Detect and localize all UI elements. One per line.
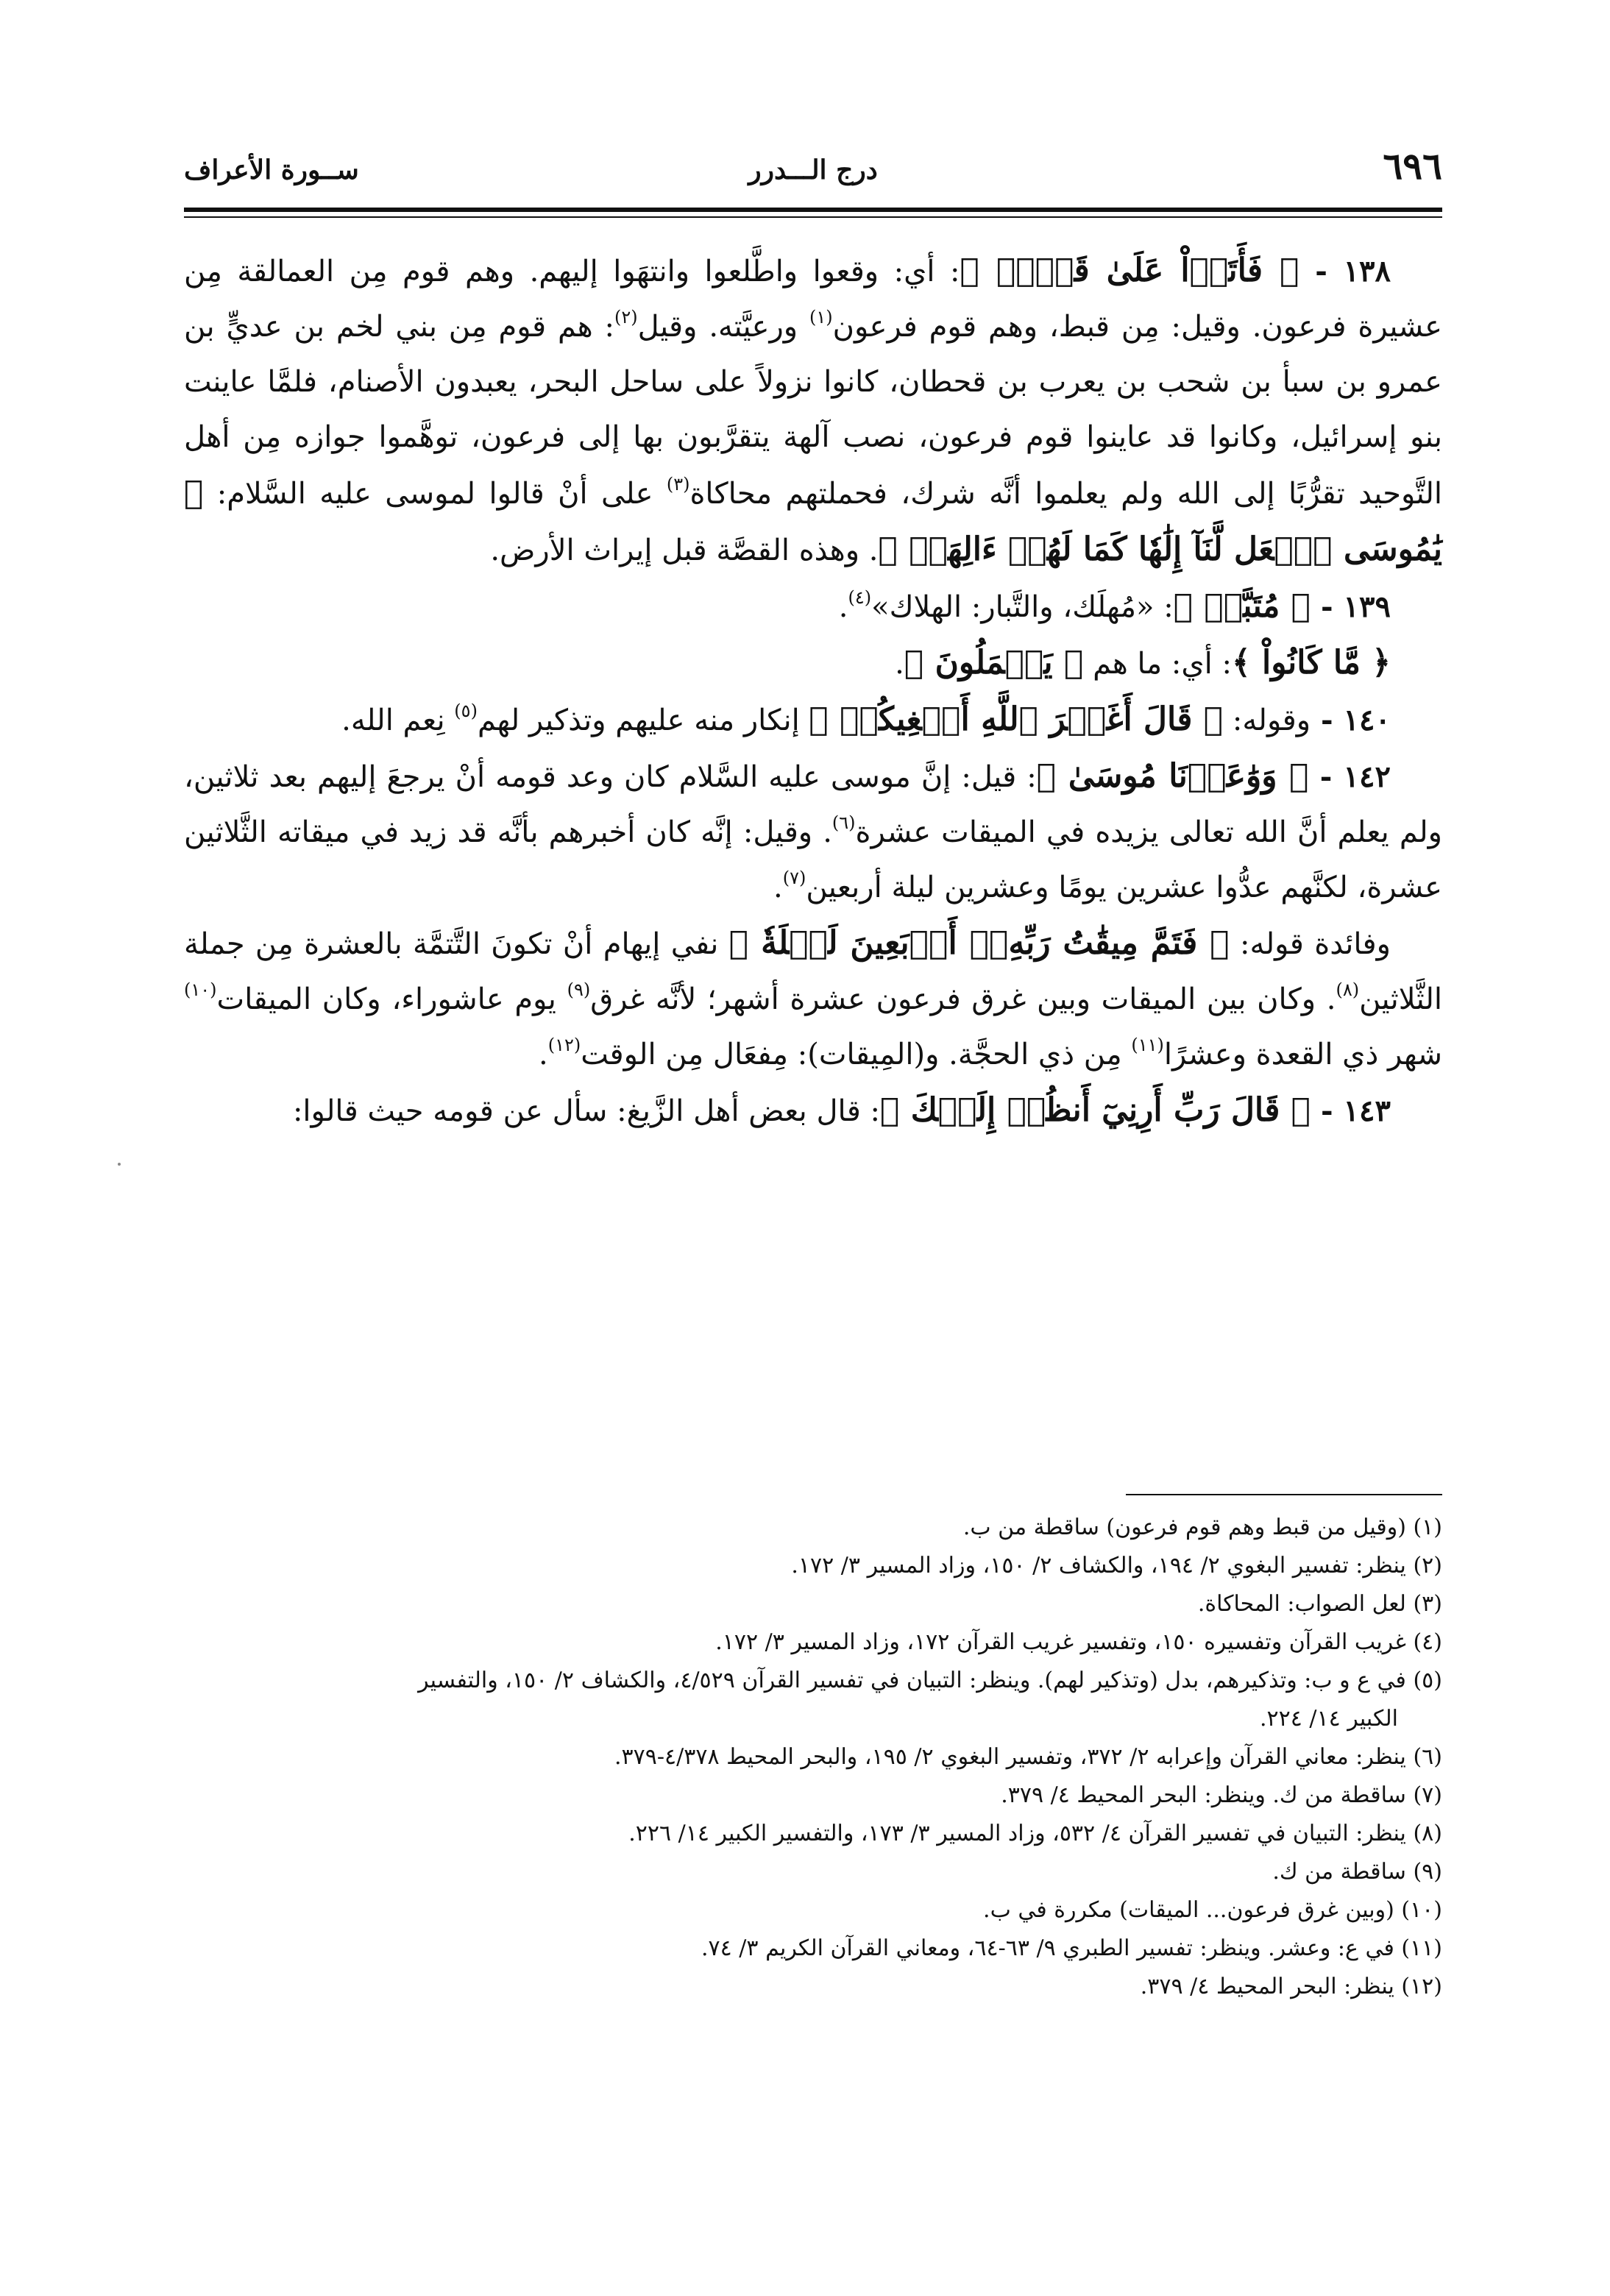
commentary-text: نِعم الله.: [341, 704, 455, 737]
commentary-text: .: [895, 647, 904, 681]
paragraph-139: [184, 578, 1442, 635]
paragraph-143: [184, 1083, 1442, 1139]
footnote: (٩) ساقطة من ك.: [1272, 1859, 1442, 1885]
commentary-text: : أي: وقعوا واطَّلعوا وانتهَوا إليهم. وهم قوم مِن العمالقة مِن عشيرة فرعون. وقيل: مِن قبط، وهم قوم فرعون: [184, 255, 1443, 344]
quran-quote: ﴿ مَّا كَانُواْ ﴾: [1231, 644, 1391, 681]
quran-quote: ﴿ قَالَ أَغَيۡرَ ٱللَّهِ أَبۡغِيكُمۡ ﴾: [809, 701, 1224, 738]
surah-title: ســورة الأعراف: [184, 155, 359, 185]
commentary-text: ورعيَّته. وقيل: [637, 310, 809, 344]
footnote-marker: (١٠): [184, 979, 217, 1000]
commentary-text: .: [838, 590, 848, 624]
commentary-text: مِن ذي الحجَّة. و(المِيقات): مِفعَال مِن الوقت: [581, 1038, 1132, 1071]
footnote: (٨) ينظر: التبيان في تفسير القرآن ٤/ ٥٣٢، وزاد المسير ٣/ ١٧٣، والتفسير الكبير ١٤/ ٢٢٦.: [628, 1821, 1442, 1846]
paragraph-142: [184, 748, 1442, 915]
commentary-text: . وهذه القصَّة قبل إيراث الأرض.: [490, 534, 879, 567]
commentary-text: إنكار منه عليهم وتذكير لهم: [477, 704, 809, 737]
commentary-text: نفي إيهام أنْ تكونَ التَّتمَّة بالعشرة مِن جملة الثَّلاثين: [184, 927, 1442, 1016]
footnote-marker: (٣): [666, 474, 690, 495]
verse-number: ١٣٨ -: [1299, 254, 1391, 288]
footnote: (١١) في ع: وعشر. وينظر: تفسير الطبري ٩/ ٦٣-٦٤، ومعاني القرآن الكريم ٣/ ٧٤.: [701, 1935, 1442, 1961]
commentary-text: وقوله:: [1223, 704, 1311, 737]
quran-quote: ﴿ مُتَبَّرٞ ﴾: [1173, 587, 1311, 625]
quran-quote: ﴿ قَالَ رَبِّ أَرِنِيٓ أَنظُرۡ إِلَيۡكَ ﴾: [880, 1091, 1311, 1129]
commentary-text: . وكان بين الميقات وبين غرق فرعون عشرة أشهر؛ لأنَّه غرق: [590, 982, 1336, 1016]
footnote: (١) (وقيل من قبط وهم قوم فرعون) ساقطة من ب.: [962, 1514, 1442, 1540]
paragraph-138: [184, 243, 1442, 578]
footnote-marker: (٥): [454, 701, 478, 721]
header-rule-thin: [184, 216, 1442, 218]
footnote-marker: (٨): [1336, 979, 1360, 1000]
footnote-marker: (٢): [614, 307, 638, 327]
commentary-text: : أي: ما هم: [1083, 647, 1232, 681]
commentary-text: : قال بعض أهل الزَّيغ: سأل عن قومه حيث قالوا:: [292, 1094, 880, 1128]
book-title: درج الـــدرر: [748, 155, 878, 185]
footnote-continuation: الكبير ١٤/ ٢٢٤.: [1259, 1706, 1398, 1732]
commentary-text: شهر ذي القعدة وعشرًا: [1163, 1038, 1442, 1071]
scan-speck: [118, 1163, 121, 1166]
commentary-text: : قيل: إنَّ موسى عليه السَّلام كان وعد قومه أنْ يرجعَ إليهم بعد ثلاثين، ولم يعلم أنَّ الله تعالى يزيده في الميقات عشرة: [184, 760, 1442, 849]
footnote: (٣) لعل الصواب: المحاكاة.: [1197, 1591, 1442, 1617]
verse-number: ١٤٢ -: [1308, 759, 1391, 794]
verse-number: ١٣٩ -: [1311, 589, 1391, 624]
verse-number: ١٤٣ -: [1311, 1094, 1391, 1128]
footnote-marker: (٧): [782, 868, 806, 888]
commentary-text: : هم قوم مِن بني لخم بن عديٍّ بن عمرو بن سبأ بن شحب بن يعرب بن قحطان، كانوا نزولاً على ساحل البحر، يعبدون الأصنام، فلمَّا عاينت بنو إسرائيل، وكانوا قد عاينوا قوم فرعون، نصب آلهة يتقرَّبون بها إلى فرعون، توهَّموا جوازه مِن أهل التَّوحيد تقرُّبًا إلى الله ولم يعلموا أنَّه شرك، فحملتهم محاكاة: [184, 310, 1443, 511]
footnote: (١٠) (وبين غرق فرعون... الميقات) مكررة في ب.: [983, 1897, 1442, 1923]
commentary-text: .: [538, 1038, 548, 1071]
page-number: ٦٩٦: [1383, 144, 1442, 188]
footnote: (٧) ساقطة من ك. وينظر: البحر المحيط ٤/ ٣٧٩.: [1001, 1782, 1442, 1808]
verse-number: ١٤٠ -: [1311, 703, 1391, 737]
footnote-marker: (٤): [848, 587, 872, 608]
page-header: [184, 144, 1442, 210]
commentary-text: وفائدة قوله:: [1229, 927, 1391, 961]
footnote-separator: [1126, 1494, 1442, 1495]
quran-quote: ﴿ فَأَتَوۡاْ عَلَىٰ قَوۡمٖ ﴾: [960, 252, 1299, 289]
main-text: [184, 243, 1442, 1139]
footnote: (١٢) ينظر: البحر المحيط ٤/ ٣٧٩.: [1140, 1974, 1442, 1999]
commentary-text: يوم عاشوراء، وكان الميقات: [216, 982, 567, 1016]
footnote: (٥) في ع و ب: وتذكيرهم، بدل (وتذكير لهم). وينظر: التبيان في تفسير القرآن ٤/٥٢٩، والكشاف ٢/ ١٥٠، والتفسير: [418, 1668, 1442, 1693]
commentary-text: : «مُهلَك، والتَّبار: الهلاك»: [871, 590, 1174, 624]
footnote: (٤) غريب القرآن وتفسيره ١٥٠، وتفسير غريب القرآن ١٧٢، وزاد المسير ٣/ ١٧٢.: [715, 1629, 1442, 1655]
paragraph-140: [184, 692, 1442, 748]
commentary-text: . وقيل: إنَّه كان أخبرهم بأنَّه قد زيد في ميقاته الثَّلاثين عشرة، لكنَّهم عدُّوا عشرين يومًا وعشرين ليلة أربعين: [184, 815, 1442, 904]
footnote-marker: (٦): [831, 812, 856, 833]
footnotes: [184, 1509, 1442, 2006]
paragraph-142b: [184, 915, 1442, 1083]
commentary-text: .: [773, 871, 783, 904]
footnote-marker: (١٢): [547, 1035, 581, 1055]
paragraph-139b: [184, 635, 1442, 692]
footnote: (٢) ينظر: تفسير البغوي ٢/ ١٩٤، والكشاف ٢/ ١٥٠، وزاد المسير ٣/ ١٧٢.: [791, 1553, 1442, 1578]
quran-quote: ﴿ يَٰمُوسَى ٱجۡعَل لَّنَآ إِلَٰهٗا كَمَا لَهُمۡ ءَالِهَةٞ ﴾: [184, 474, 1442, 568]
footnote-marker: (١١): [1131, 1035, 1164, 1055]
quran-quote: ﴿ فَتَمَّ مِيقَٰتُ رَبِّهِۦٓ أَرۡبَعِينَ لَيۡلَةٗ ﴾: [728, 924, 1230, 962]
footnote-marker: (٩): [567, 979, 591, 1000]
footnote: (٦) ينظر: معاني القرآن وإعرابه ٢/ ٣٧٢، وتفسير البغوي ٢/ ١٩٥، والبحر المحيط ٤/٣٧٨-٣٧٩.: [614, 1744, 1442, 1770]
header-rule-thick: [184, 208, 1442, 212]
quran-quote: ﴿ وَوَٰعَدۡنَا مُوسَىٰ ﴾: [1036, 757, 1309, 795]
commentary-text: على أنْ قالوا لموسى عليه السَّلام:: [203, 477, 667, 511]
footnote-marker: (١): [809, 307, 833, 327]
quran-quote: ﴿ يَعۡمَلُونَ ﴾: [904, 644, 1084, 681]
